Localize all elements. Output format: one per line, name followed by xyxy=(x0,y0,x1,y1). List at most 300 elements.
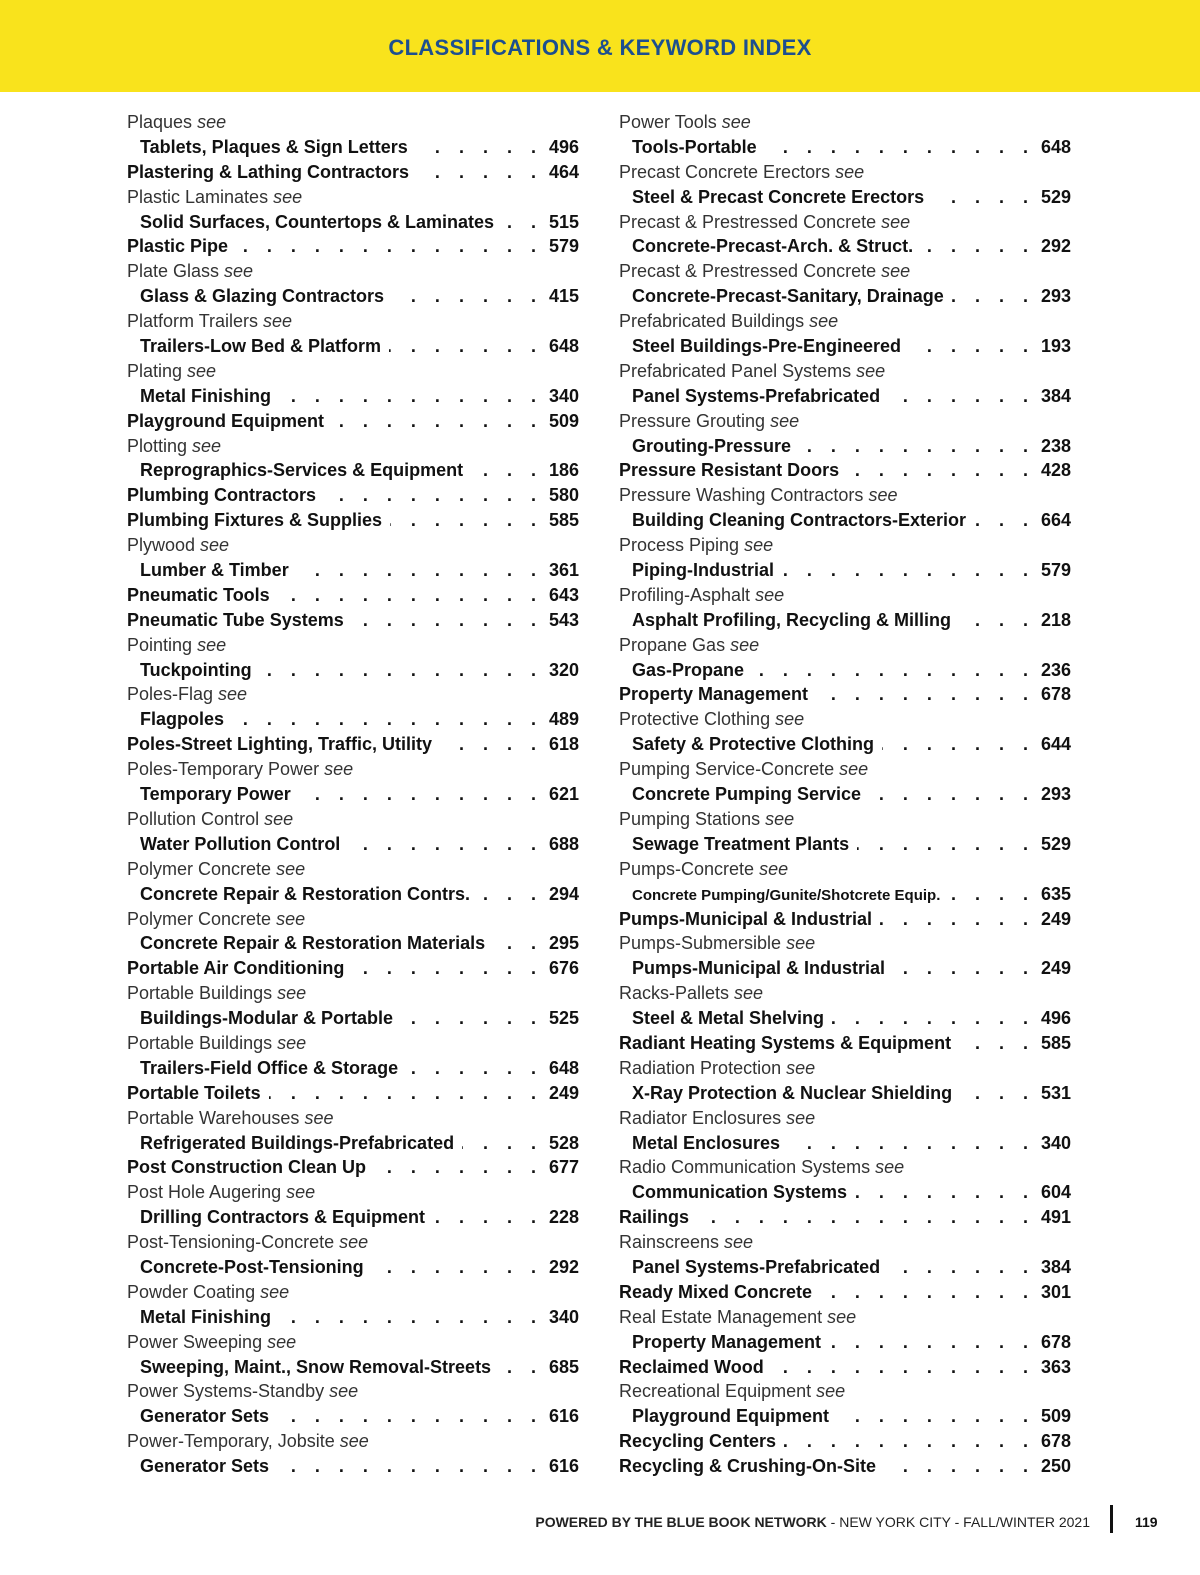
classification-page-number: 664 xyxy=(1040,510,1071,531)
classification-name: Safety & Protective Clothing xyxy=(632,734,875,755)
page-footer xyxy=(0,1505,1200,1539)
dot-leader xyxy=(232,707,543,732)
dot-leader xyxy=(882,732,1035,757)
classification-name: Plastering & Lathing Contractors xyxy=(127,161,410,182)
dot-leader xyxy=(893,956,1035,981)
classification-name: Buildings-Modular & Portable xyxy=(140,1008,394,1029)
footer-divider xyxy=(1110,1505,1113,1533)
classification-name: Metal Finishing xyxy=(140,1306,272,1327)
index-entry xyxy=(619,1454,1071,1479)
index-cross-reference xyxy=(127,1106,579,1131)
index-cross-reference xyxy=(619,1155,1071,1180)
index-entry xyxy=(127,1081,579,1106)
dot-leader xyxy=(406,1056,543,1081)
index-cross-reference xyxy=(619,409,1071,434)
see-label: see xyxy=(339,1232,369,1253)
classification-name: Concrete Repair & Restoration Materials xyxy=(140,933,486,954)
index-cross-reference xyxy=(619,359,1071,384)
index-cross-reference xyxy=(127,309,579,334)
index-entry xyxy=(127,1205,579,1230)
classification-name: Railings xyxy=(619,1207,690,1228)
index-entry xyxy=(127,384,579,409)
dot-leader xyxy=(816,682,1035,707)
index-entry xyxy=(127,608,579,633)
classification-name: Piping-Industrial xyxy=(632,560,774,581)
classification-page-number: 294 xyxy=(548,883,579,904)
see-label: see xyxy=(786,1057,816,1078)
classification-name: Asphalt Profiling, Recycling & Milling xyxy=(632,609,952,630)
classification-name: Temporary Power xyxy=(140,784,291,805)
classification-name: Pressure Resistant Doors xyxy=(619,460,840,481)
index-cross-reference xyxy=(619,1106,1071,1131)
see-label: see xyxy=(218,684,248,705)
index-cross-reference xyxy=(127,1429,579,1454)
footer-publication xyxy=(535,1514,1090,1530)
see-label: see xyxy=(724,1232,754,1253)
see-label: see xyxy=(276,858,306,879)
dot-leader xyxy=(374,1155,543,1180)
classification-page-number: 340 xyxy=(548,1306,579,1327)
cross-reference-term: Portable Buildings xyxy=(127,983,273,1004)
cross-reference-term: Power Sweeping xyxy=(127,1331,263,1352)
footer-brand: POWERED BY THE BLUE BOOK NETWORK xyxy=(535,1514,827,1530)
dot-leader xyxy=(389,334,543,359)
dot-leader xyxy=(471,458,543,483)
see-label: see xyxy=(816,1381,846,1402)
cross-reference-term: Precast & Prestressed Concrete xyxy=(619,211,877,232)
see-label: see xyxy=(734,983,764,1004)
index-cross-reference xyxy=(619,707,1071,732)
dot-leader xyxy=(277,1454,543,1479)
dot-leader xyxy=(752,658,1035,683)
cross-reference-term: Power Tools xyxy=(619,112,717,132)
dot-leader xyxy=(462,1131,543,1156)
index-entry xyxy=(127,707,579,732)
dot-leader xyxy=(277,1404,543,1429)
classification-name: Tablets, Plaques & Sign Letters xyxy=(140,136,408,157)
index-cross-reference xyxy=(127,533,579,558)
index-entry xyxy=(619,185,1071,210)
dot-leader xyxy=(857,832,1035,857)
classification-page-number: 428 xyxy=(1040,460,1071,481)
see-label: see xyxy=(277,1032,307,1053)
classification-name: Concrete Repair & Restoration Contrs. xyxy=(140,883,471,904)
index-entry xyxy=(619,907,1071,932)
classification-page-number: 293 xyxy=(1040,784,1071,805)
classification-name: Concrete Pumping Service xyxy=(632,784,862,805)
dot-leader xyxy=(260,658,543,683)
index-cross-reference xyxy=(619,1379,1071,1404)
cross-reference-term: Plastic Laminates xyxy=(127,186,269,207)
classification-page-number: 585 xyxy=(1040,1032,1071,1053)
dot-leader xyxy=(348,832,543,857)
index-cross-reference xyxy=(619,210,1071,235)
see-label: see xyxy=(329,1381,359,1402)
index-entry xyxy=(127,1255,579,1280)
index-entry xyxy=(619,1404,1071,1429)
classification-name: Communication Systems xyxy=(632,1182,848,1203)
classification-page-number: 249 xyxy=(548,1082,579,1103)
classification-page-number: 678 xyxy=(1040,684,1071,705)
dot-leader xyxy=(869,782,1035,807)
classification-name: Drilling Contractors & Equipment xyxy=(140,1207,426,1228)
classification-name: Plastic Pipe xyxy=(127,236,229,257)
index-entry xyxy=(127,483,579,508)
dot-leader xyxy=(416,135,543,160)
index-entry xyxy=(127,1056,579,1081)
cross-reference-term: Polymer Concrete xyxy=(127,858,272,879)
classification-page-number: 193 xyxy=(1040,336,1071,357)
classification-name: Concrete-Post-Tensioning xyxy=(140,1256,364,1277)
index-entry xyxy=(127,1404,579,1429)
index-cross-reference xyxy=(619,1230,1071,1255)
page-number: 119 xyxy=(1135,1514,1158,1530)
index-entry xyxy=(619,1330,1071,1355)
cross-reference-term: Radiator Enclosures xyxy=(619,1107,782,1128)
cross-reference-term: Precast & Prestressed Concrete xyxy=(619,261,877,282)
dot-leader xyxy=(782,558,1035,583)
cross-reference-term: Plate Glass xyxy=(127,261,220,282)
see-label: see xyxy=(856,360,886,381)
dot-leader xyxy=(401,1006,543,1031)
index-entry xyxy=(619,956,1071,981)
dot-leader xyxy=(297,558,543,583)
index-entry xyxy=(619,782,1071,807)
classification-name: Pneumatic Tools xyxy=(127,584,270,605)
cross-reference-term: Precast Concrete Erectors xyxy=(619,161,831,182)
index-cross-reference xyxy=(127,633,579,658)
index-cross-reference xyxy=(127,857,579,882)
index-entry xyxy=(127,160,579,185)
index-cross-reference xyxy=(619,309,1071,334)
classification-page-number: 525 xyxy=(548,1008,579,1029)
index-entry xyxy=(619,434,1071,459)
classification-page-number: 361 xyxy=(548,560,579,581)
cross-reference-term: Prefabricated Panel Systems xyxy=(619,360,852,381)
see-label: see xyxy=(759,858,789,879)
see-label: see xyxy=(197,634,227,655)
cross-reference-term: Pressure Grouting xyxy=(619,410,766,431)
classification-page-number: 529 xyxy=(1040,186,1071,207)
classification-page-number: 621 xyxy=(548,784,579,805)
cross-reference-term: Radio Communication Systems xyxy=(619,1157,871,1178)
index-cross-reference xyxy=(127,1031,579,1056)
see-label: see xyxy=(775,709,805,730)
cross-reference-term: Poles-Temporary Power xyxy=(127,759,320,780)
index-cross-reference xyxy=(619,633,1071,658)
index-cross-reference xyxy=(127,1379,579,1404)
dot-leader xyxy=(352,608,543,633)
classification-page-number: 292 xyxy=(1040,236,1071,257)
cross-reference-term: Propane Gas xyxy=(619,634,726,655)
cross-reference-term: Plaques xyxy=(127,112,193,132)
see-label: see xyxy=(273,186,303,207)
see-label: see xyxy=(263,311,293,332)
index-entry xyxy=(127,956,579,981)
cross-reference-term: Powder Coating xyxy=(127,1281,256,1302)
index-cross-reference xyxy=(619,583,1071,608)
page-title: CLASSIFICATIONS & KEYWORD INDEX xyxy=(388,35,812,60)
classification-page-number: 489 xyxy=(548,709,579,730)
classification-page-number: 635 xyxy=(1040,883,1071,904)
classification-name: Portable Toilets xyxy=(127,1082,261,1103)
index-entry xyxy=(127,508,579,533)
index-entry xyxy=(127,583,579,608)
see-label: see xyxy=(324,759,354,780)
index-cross-reference xyxy=(619,807,1071,832)
see-label: see xyxy=(730,634,760,655)
classification-page-number: 238 xyxy=(1040,435,1071,456)
dot-leader xyxy=(847,458,1035,483)
see-label: see xyxy=(839,759,869,780)
cross-reference-term: Portable Warehouses xyxy=(127,1107,300,1128)
classification-name: Generator Sets xyxy=(140,1456,270,1477)
see-label: see xyxy=(786,1107,816,1128)
dot-leader xyxy=(829,1330,1035,1355)
dot-leader xyxy=(974,508,1035,533)
dot-leader xyxy=(392,284,543,309)
classification-name: Recycling & Crushing-On-Site xyxy=(619,1456,877,1477)
index-cross-reference xyxy=(619,857,1071,882)
dot-leader xyxy=(909,334,1035,359)
classification-page-number: 340 xyxy=(548,385,579,406)
dot-leader xyxy=(417,160,543,185)
classification-name: Concrete-Precast-Arch. & Struct. xyxy=(632,236,914,257)
see-label: see xyxy=(835,161,865,182)
index-entry xyxy=(127,1006,579,1031)
index-cross-reference xyxy=(127,110,579,135)
classification-page-number: 644 xyxy=(1040,734,1071,755)
index-cross-reference xyxy=(127,1180,579,1205)
index-column-right xyxy=(619,110,1071,1479)
index-entry xyxy=(127,1155,579,1180)
classification-page-number: 678 xyxy=(1040,1431,1071,1452)
index-cross-reference xyxy=(619,259,1071,284)
see-label: see xyxy=(260,1281,290,1302)
dot-leader xyxy=(478,882,543,907)
index-entry xyxy=(127,210,579,235)
index-cross-reference xyxy=(127,981,579,1006)
index-entry xyxy=(127,234,579,259)
index-entry xyxy=(619,1355,1071,1380)
index-entry xyxy=(619,658,1071,683)
classification-name: Concrete Pumping/Gunite/Shotcrete Equip. xyxy=(632,886,941,904)
cross-reference-term: Platform Trailers xyxy=(127,311,259,332)
see-label: see xyxy=(187,360,217,381)
index-entry xyxy=(127,558,579,583)
classification-page-number: 648 xyxy=(548,1057,579,1078)
index-entry xyxy=(619,1031,1071,1056)
classification-name: Recycling Centers xyxy=(619,1431,777,1452)
classification-page-number: 509 xyxy=(548,410,579,431)
dot-leader xyxy=(784,1429,1035,1454)
cross-reference-term: Pumping Stations xyxy=(619,808,761,829)
dot-leader xyxy=(279,1305,543,1330)
classification-page-number: 579 xyxy=(548,236,579,257)
see-label: see xyxy=(827,1306,857,1327)
dot-leader xyxy=(324,483,543,508)
cross-reference-term: Radiation Protection xyxy=(619,1057,782,1078)
classification-name: Water Pollution Control xyxy=(140,833,341,854)
classification-name: Ready Mixed Concrete xyxy=(619,1281,813,1302)
index-cross-reference xyxy=(127,1330,579,1355)
classification-page-number: 320 xyxy=(548,659,579,680)
see-label: see xyxy=(192,435,222,456)
cross-reference-term: Poles-Flag xyxy=(127,684,214,705)
classification-name: Tools-Portable xyxy=(632,136,757,157)
index-entry xyxy=(619,1006,1071,1031)
classification-page-number: 363 xyxy=(1040,1356,1071,1377)
classification-name: Grouting-Pressure xyxy=(632,435,792,456)
index-entry xyxy=(619,1280,1071,1305)
dot-leader xyxy=(880,907,1035,932)
index-cross-reference xyxy=(619,931,1071,956)
cross-reference-term: Pumping Service-Concrete xyxy=(619,759,835,780)
see-label: see xyxy=(197,112,227,132)
index-entry xyxy=(619,234,1071,259)
index-entry xyxy=(127,732,579,757)
classification-name: Sewage Treatment Plants xyxy=(632,833,850,854)
index-entry xyxy=(619,135,1071,160)
classification-page-number: 529 xyxy=(1040,833,1071,854)
dot-leader xyxy=(960,1081,1035,1106)
classification-name: Property Management xyxy=(619,684,809,705)
dot-leader xyxy=(959,1031,1035,1056)
index-entry xyxy=(127,284,579,309)
classification-page-number: 491 xyxy=(1040,1207,1071,1228)
index-entry xyxy=(127,1454,579,1479)
classification-page-number: 293 xyxy=(1040,286,1071,307)
index-cross-reference xyxy=(127,907,579,932)
see-label: see xyxy=(786,933,816,954)
classification-page-number: 580 xyxy=(548,485,579,506)
see-label: see xyxy=(264,808,294,829)
index-entry xyxy=(127,832,579,857)
cross-reference-term: Post Hole Augering xyxy=(127,1182,282,1203)
see-label: see xyxy=(770,410,800,431)
see-label: see xyxy=(276,908,306,929)
classification-name: Post Construction Clean Up xyxy=(127,1157,367,1178)
cross-reference-term: Rainscreens xyxy=(619,1232,720,1253)
classification-page-number: 579 xyxy=(1040,560,1071,581)
see-label: see xyxy=(277,983,307,1004)
dot-leader xyxy=(278,583,543,608)
index-cross-reference xyxy=(619,757,1071,782)
index-entry xyxy=(619,1255,1071,1280)
dot-leader xyxy=(372,1255,543,1280)
index-cross-reference xyxy=(127,807,579,832)
classification-page-number: 678 xyxy=(1040,1331,1071,1352)
index-entry xyxy=(619,284,1071,309)
classification-page-number: 543 xyxy=(548,609,579,630)
footer-edition: - NEW YORK CITY - FALL/WINTER 2021 xyxy=(826,1514,1090,1530)
dot-leader xyxy=(832,1006,1035,1031)
classification-name: Property Management xyxy=(632,1331,822,1352)
dot-leader xyxy=(932,185,1035,210)
cross-reference-term: Polymer Concrete xyxy=(127,908,272,929)
index-column-left xyxy=(127,110,579,1479)
dot-leader xyxy=(440,732,543,757)
classification-name: Gas-Propane xyxy=(632,659,745,680)
cross-reference-term: Pointing xyxy=(127,634,193,655)
classification-name: Steel Buildings-Pre-Engineered xyxy=(632,336,902,357)
classification-page-number: 464 xyxy=(548,161,579,182)
see-label: see xyxy=(881,211,911,232)
see-label: see xyxy=(765,808,795,829)
cross-reference-term: Pollution Control xyxy=(127,808,260,829)
index-entry xyxy=(127,1355,579,1380)
classification-page-number: 496 xyxy=(548,136,579,157)
index-entry xyxy=(619,608,1071,633)
dot-leader xyxy=(772,1355,1035,1380)
classification-name: Flagpoles xyxy=(140,709,225,730)
classification-page-number: 515 xyxy=(548,211,579,232)
classification-name: Plumbing Contractors xyxy=(127,485,317,506)
classification-page-number: 236 xyxy=(1040,659,1071,680)
classification-name: Pneumatic Tube Systems xyxy=(127,609,344,630)
cross-reference-term: Power-Temporary, Jobsite xyxy=(127,1431,335,1452)
dot-leader xyxy=(390,508,543,533)
classification-name: Playground Equipment xyxy=(632,1406,830,1427)
dot-leader xyxy=(888,1255,1035,1280)
dot-leader xyxy=(493,931,543,956)
index-cross-reference xyxy=(127,682,579,707)
dot-leader xyxy=(279,384,543,409)
classification-page-number: 528 xyxy=(548,1132,579,1153)
dot-leader xyxy=(959,608,1035,633)
classification-name: Glass & Glazing Contractors xyxy=(140,286,385,307)
classification-page-number: 249 xyxy=(1040,908,1071,929)
index-entry xyxy=(619,732,1071,757)
index-entry xyxy=(619,334,1071,359)
classification-page-number: 618 xyxy=(548,734,579,755)
page-header xyxy=(0,0,1200,92)
classification-name: Panel Systems-Prefabricated xyxy=(632,385,881,406)
classification-name: Pumps-Municipal & Industrial xyxy=(619,908,873,929)
dot-leader xyxy=(855,1180,1035,1205)
index-cross-reference xyxy=(619,533,1071,558)
classification-name: Pumps-Municipal & Industrial xyxy=(632,958,886,979)
cross-reference-term: Protective Clothing xyxy=(619,709,771,730)
cross-reference-term: Racks-Pallets xyxy=(619,983,730,1004)
cross-reference-term: Plating xyxy=(127,360,183,381)
index-cross-reference xyxy=(619,1056,1071,1081)
classification-name: Concrete-Precast-Sanitary, Drainage xyxy=(632,286,944,307)
index-entry xyxy=(127,135,579,160)
index-entry xyxy=(619,1131,1071,1156)
dot-leader xyxy=(352,956,543,981)
classification-name: Sweeping, Maint., Snow Removal-Streets xyxy=(140,1356,492,1377)
cross-reference-term: Post-Tensioning-Concrete xyxy=(127,1232,335,1253)
dot-leader xyxy=(948,882,1035,907)
classification-name: Plumbing Fixtures & Supplies xyxy=(127,510,383,531)
cross-reference-term: Plywood xyxy=(127,535,196,556)
classification-page-number: 228 xyxy=(548,1207,579,1228)
classification-page-number: 676 xyxy=(548,958,579,979)
index-entry xyxy=(127,782,579,807)
index-entry xyxy=(127,1131,579,1156)
index-entry xyxy=(619,1429,1071,1454)
cross-reference-term: Profiling-Asphalt xyxy=(619,584,751,605)
classification-name: Refrigerated Buildings-Prefabricated xyxy=(140,1132,455,1153)
index-entry xyxy=(619,1081,1071,1106)
classification-page-number: 186 xyxy=(548,460,579,481)
classification-page-number: 415 xyxy=(548,286,579,307)
index-entry xyxy=(127,1305,579,1330)
index-cross-reference xyxy=(619,1305,1071,1330)
cross-reference-term: Recreational Equipment xyxy=(619,1381,812,1402)
classification-name: Panel Systems-Prefabricated xyxy=(632,1256,881,1277)
